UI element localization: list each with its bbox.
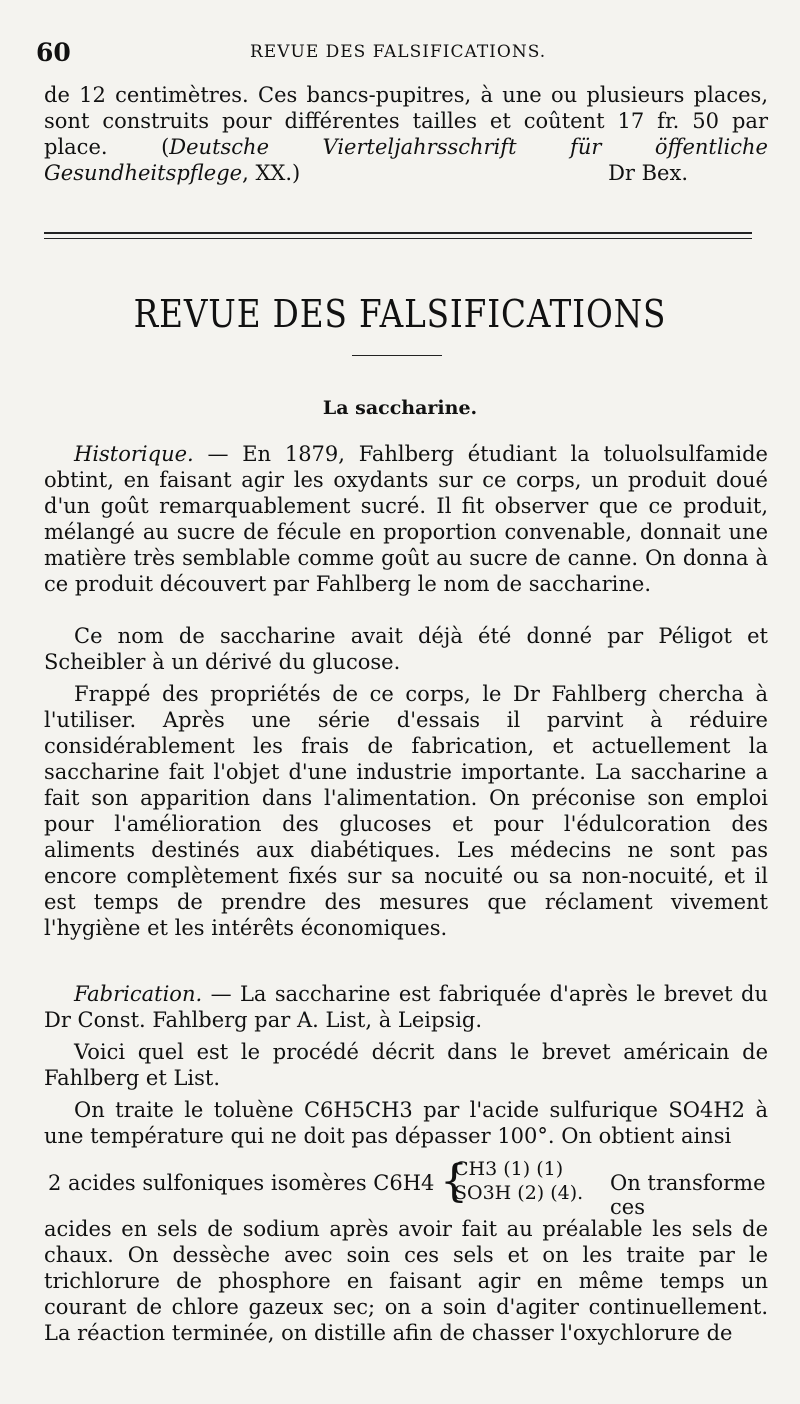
formula-bottom: SO3H (2) (4).	[454, 1182, 584, 1204]
formula-brace: {	[440, 1156, 468, 1207]
historique-label: Historique.	[74, 442, 194, 466]
double-rule-top	[44, 232, 752, 234]
paragraph-voici: Voici quel est le procédé décrit dans le brevet américain de Fahlberg et List.	[44, 1040, 768, 1090]
formula-top: CH3 (1) (1)	[454, 1158, 564, 1180]
paragraph-nom: Ce nom de saccharine avait déjà été donné par Péligot et Scheibler à un dérivé du glucose.	[44, 624, 768, 674]
author-signature: Dr Bex.	[608, 161, 688, 185]
section-title: REVUE DES FALSIFICATIONS	[133, 292, 667, 336]
formula-tail: On transforme ces	[610, 1171, 766, 1219]
top-paragraph	[44, 82, 768, 186]
article-title: La saccharine.	[322, 397, 478, 419]
isomer-formula	[44, 1156, 768, 1219]
fabrication-paragraph	[44, 981, 768, 1033]
top-paragraph-text: de 12 centimètres. Ces bancs-pupitres, à une ou plusieurs places, sont construits pour différentes tailles et coûtent 17 fr. 50 par place. (	[44, 83, 768, 159]
paragraph-final: acides en sels de sodium après avoir fait au préalable les sels de chaux. On dessèche avec soin ces sels et on les traite par le trichlorure de phosphore en faisant agir en même temps un courant de chlore gazeux sec; on a soin d'agiter continuellement. La réaction terminée, on distille afin de chasser l'oxychlorure de	[44, 1217, 768, 1345]
page-number: 60	[36, 38, 71, 67]
historique-text: — En 1879, Fahlberg étudiant la toluolsulfamide obtint, en faisant agir les oxydants sur ce corps, un produit doué d'un goût remarquablement sucré. Il fit observer que ce produit, mélangé au sucre de fécule en proportion convenable, donnait une matière très semblable comme goût au sucre de canne. On donna à ce produit découvert par Fahlberg le nom de saccharine.	[44, 442, 768, 596]
historique-paragraph	[44, 441, 768, 597]
formula-lead: 2 acides sulfoniques isomères C6H4	[48, 1171, 435, 1195]
title-rule	[352, 355, 442, 356]
running-head	[30, 38, 770, 68]
fabrication-label: Fabrication.	[74, 982, 203, 1006]
double-rule-bottom	[44, 238, 752, 239]
fabrication-text: — La saccharine est fabriquée d'après le brevet du Dr Const. Fahlberg par A. List, à Leipsig.	[44, 982, 768, 1032]
top-paragraph-end: , XX.)	[242, 161, 301, 185]
source-citation: Deutsche Vierteljahrsschrift für öffentliche Gesundheitspflege	[44, 135, 768, 185]
running-title: REVUE DES FALSIFICATIONS.	[250, 42, 547, 62]
paragraph-toluene: On traite le toluène C6H5CH3 par l'acide sulfurique SO4H2 à une température qui ne doit pas dépasser 100°. On obtient ainsi	[44, 1098, 768, 1148]
paragraph-frappe: Frappé des propriétés de ce corps, le Dr Fahlberg chercha à l'utiliser. Après une série d'essais il parvint à réduire considérablement les frais de fabrication, et actuellement la saccharine fait l'objet d'une industrie importante. La saccharine a fait son apparition dans l'alimentation. On préconise son emploi pour l'amélioration des glucoses et pour l'édulcoration des aliments destinés aux diabétiques. Les médecins ne sont pas encore complètement fixés sur sa nocuité ou sa non-nocuité, et il est temps de prendre des mesures que réclament vivement l'hygiène et les intérêts économiques.	[44, 682, 768, 940]
